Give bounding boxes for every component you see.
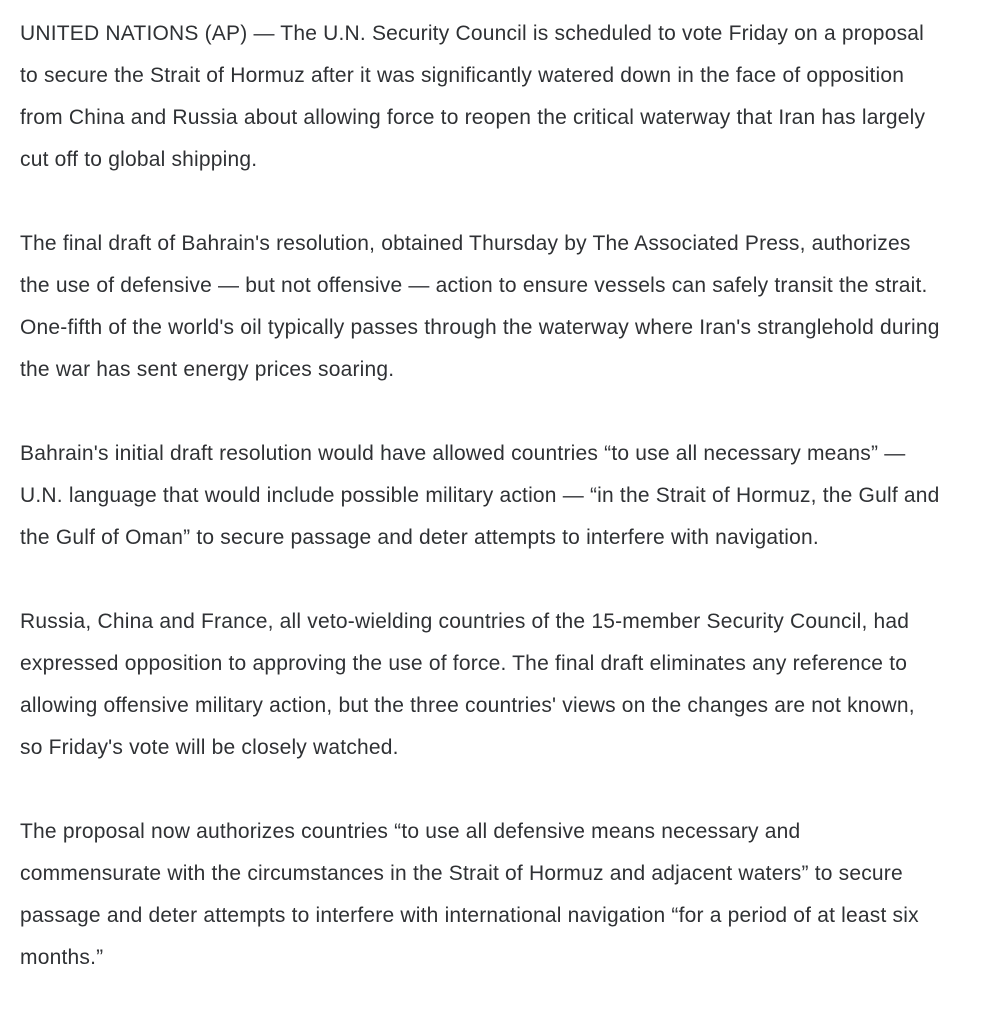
article-paragraph: Bahrain's initial draft resolution would have allowed countries “to use all necessary means” — U.N. language that would include possible military action — “in the Strait of Hormuz, the Gulf and the Gulf of Oman” to secure passage and deter attempts to interfere with navigation.	[20, 442, 940, 549]
article-paragraph: The final draft of Bahrain's resolution, obtained Thursday by The Associated Press, authorizes the use of defensive — but not offensive — action to ensure vessels can safely transit the strait. One-fifth of the world's oil typically passes through the waterway where Iran's stranglehold during the war has sent energy prices soaring.	[20, 232, 940, 381]
article-paragraph: The proposal now authorizes countries “to use all defensive means necessary and commensurate with the circumstances in the Strait of Hormuz and adjacent waters” to secure passage and deter attempts to interfere with international navigation “for a period of at least six months.”	[20, 820, 919, 969]
article-paragraph: Russia, China and France, all veto-wielding countries of the 15-member Security Council, had expressed opposition to approving the use of force. The final draft eliminates any reference to allowing offensive military action, but the three countries' views on the changes are not known, so Friday's vote will be closely watched.	[20, 610, 915, 759]
article-paragraph: UNITED NATIONS (AP) — The U.N. Security Council is scheduled to vote Friday on a proposal to secure the Strait of Hormuz after it was significantly watered down in the face of opposition from China and Russia about allowing force to reopen the critical waterway that Iran has largely cut off to global shipping.	[20, 22, 926, 171]
